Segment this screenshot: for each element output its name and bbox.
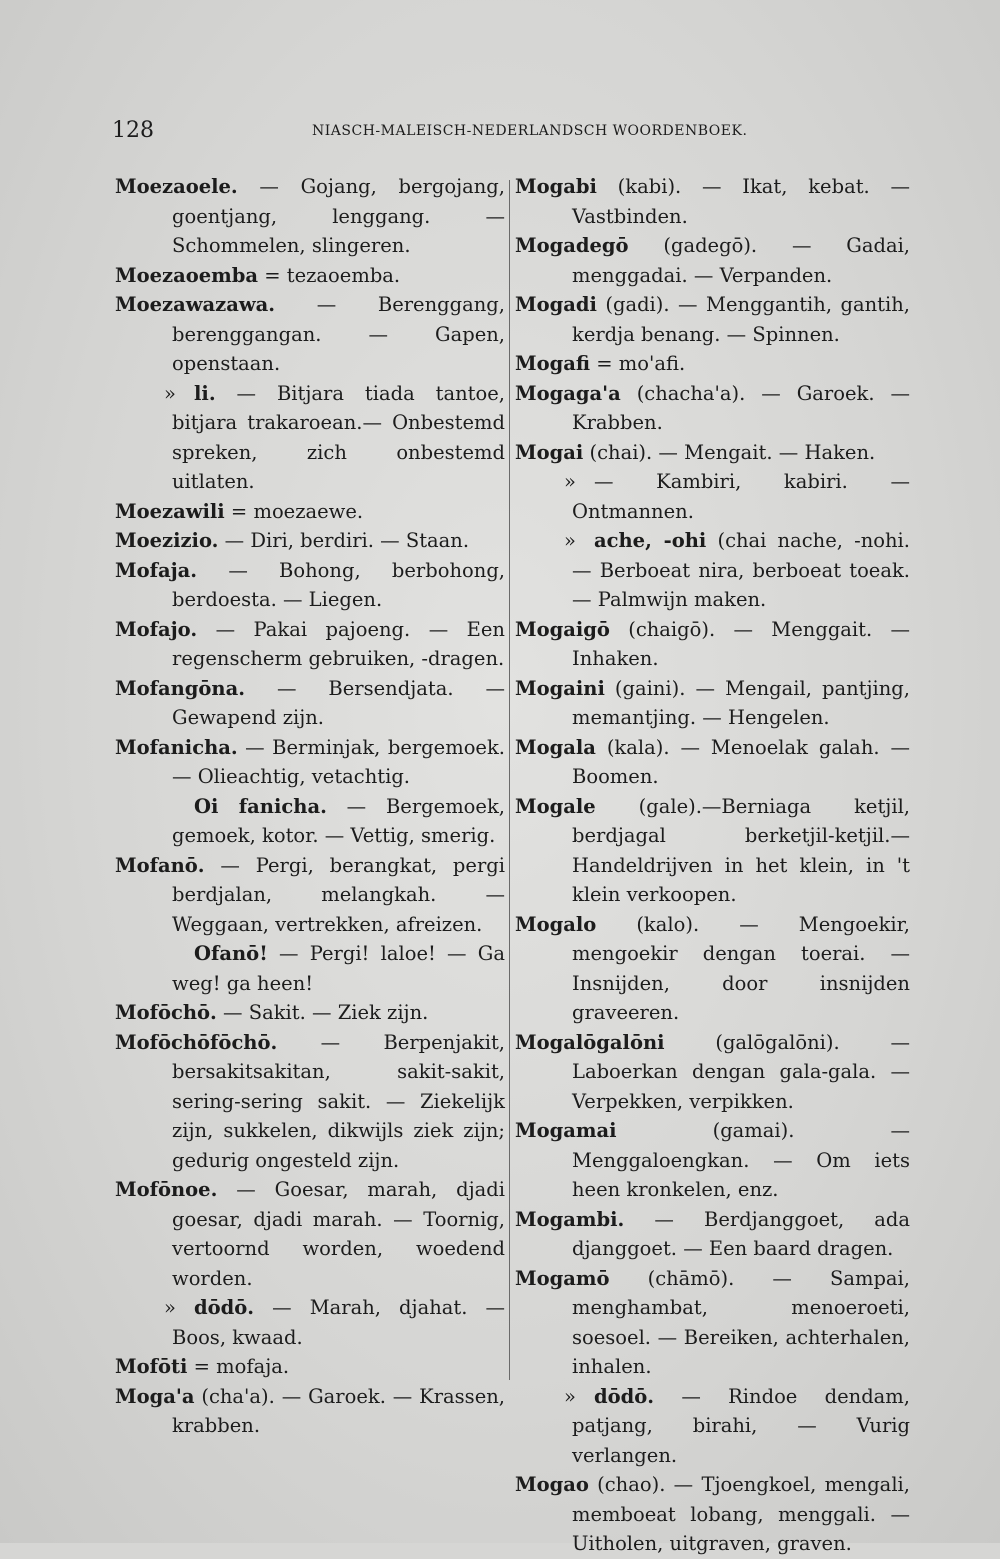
headword: Oi fanicha. bbox=[194, 794, 327, 818]
headword: Mogalōgalōni bbox=[515, 1030, 665, 1054]
headword: Mogaini bbox=[515, 676, 605, 700]
definition: — Pergi, berangkat, pergi berdjalan, melangkah. — Weggaan, vertrekken, afreizen. bbox=[172, 853, 505, 936]
dictionary-entry bbox=[115, 172, 505, 261]
dictionary-entry bbox=[515, 1116, 910, 1205]
headword: Mogalo bbox=[515, 912, 597, 936]
definition: (chai). — Mengait. — Haken. bbox=[583, 440, 876, 464]
dictionary-entry bbox=[515, 349, 910, 379]
definition: (chāmō). — Sampai, menghambat, menoeroeti, soesoel. — Bereiken, achterhalen, inhalen. bbox=[572, 1266, 910, 1378]
definition: — Pakai pajoeng. — Een regenscherm gebruiken, -dragen. bbox=[172, 617, 505, 670]
ditto-mark: » bbox=[164, 1296, 176, 1319]
definition: — Goesar, marah, djadi goesar, djadi marah. — Toornig, vertoornd worden, woedend worden. bbox=[172, 1178, 505, 1290]
headword: Mofanō. bbox=[115, 853, 205, 877]
dictionary-entry bbox=[115, 290, 505, 379]
definition: (galōgalōni). — Laboerkan dengan gala-gala. — Verpekken, verpikken. bbox=[572, 1030, 910, 1113]
definition: (chao). — Tjoengkoel, mengali, memboeat lobang, menggali. — Uitholen, uitgraven, graven. bbox=[572, 1473, 910, 1555]
dictionary-entry bbox=[515, 1470, 910, 1559]
headword: Mogabi bbox=[515, 175, 597, 198]
headword: Moezaoele. bbox=[115, 175, 238, 198]
definition: (chacha'a). — Garoek. — Krabben. bbox=[572, 381, 910, 434]
ditto-mark: » bbox=[564, 470, 576, 493]
dictionary-entry bbox=[115, 674, 505, 733]
definition: — Gojang, bergojang, goentjang, lenggang. — Schommelen, slingeren. bbox=[172, 175, 505, 257]
dictionary-entry bbox=[515, 1205, 910, 1264]
definition: — Berpenjakit, bersakitsakitan, sakit-sakit, sering-sering sakit. — Ziekelijk zijn, sukkelen, dikwijls ziek zijn; gedurig ongesteld zijn. bbox=[172, 1030, 505, 1172]
headword: Mogai bbox=[515, 440, 584, 464]
headword: Moezizio. bbox=[115, 529, 219, 552]
headword: Ofanō! bbox=[194, 942, 268, 965]
definition: — Pergi! laloe! — Ga weg! ga heen! bbox=[172, 942, 505, 995]
dictionary-entry bbox=[515, 172, 910, 231]
definition: — Rindoe dendam, patjang, birahi, — Vurig verlangen. bbox=[572, 1384, 910, 1467]
definition: — Bitjara tiada tantoe, bitjara trakaroean.— Onbestemd spreken, zich onbestemd uitlaten. bbox=[172, 381, 505, 493]
headword: li. bbox=[194, 381, 216, 405]
ditto-mark: » bbox=[564, 1384, 576, 1408]
headword: Mogaga'a bbox=[515, 381, 621, 405]
definition: (chaigō). — Menggait. — Inhaken. bbox=[572, 617, 910, 670]
dictionary-entry bbox=[115, 998, 505, 1028]
dictionary-entry bbox=[115, 526, 505, 556]
definition: (gale).—Berniaga ketjil, berdjagal berketjil-ketjil.—Handeldrijven in het klein, in 't klein verkoopen. bbox=[572, 794, 910, 906]
dictionary-entry bbox=[515, 231, 910, 290]
definition: — Bersendjata. — Gewapend zijn. bbox=[172, 676, 505, 729]
definition: (chai nache, -nohi. — Berboeat nira, berboeat toeak. — Palmwijn maken. bbox=[572, 529, 910, 611]
headword: Mogale bbox=[515, 794, 596, 818]
dictionary-entry bbox=[515, 290, 910, 349]
headword: Mofōti bbox=[115, 1355, 188, 1378]
headword: Mofanicha. bbox=[115, 735, 238, 759]
ditto-mark: » bbox=[564, 529, 576, 552]
ditto-mark: » bbox=[164, 381, 176, 405]
dictionary-entry bbox=[115, 851, 505, 940]
definition: = mofaja. bbox=[187, 1355, 290, 1378]
definition: = moezaewe. bbox=[224, 499, 364, 523]
headword: Mofajo. bbox=[115, 617, 198, 641]
headword: dōdō. bbox=[594, 1384, 655, 1408]
headword: Moezaoemba bbox=[115, 263, 259, 287]
dictionary-entry bbox=[115, 1028, 505, 1176]
dictionary-entry bbox=[115, 733, 505, 792]
definition: — Bergemoek, gemoek, kotor. — Vettig, smerig. bbox=[172, 794, 505, 847]
headword: Mofōnoe. bbox=[115, 1178, 218, 1201]
headword: Moezawili bbox=[115, 499, 225, 523]
dictionary-entry bbox=[515, 674, 910, 733]
running-title: NIASCH-MALEISCH-NEDERLANDSCH WOORDENBOEK. bbox=[312, 123, 748, 139]
page-header bbox=[112, 118, 912, 148]
definition: — Kambiri, kabiri. — Ontmannen. bbox=[572, 470, 910, 523]
dictionary-entry bbox=[115, 261, 505, 291]
right-column bbox=[515, 172, 910, 1559]
headword: Moezawazawa. bbox=[115, 293, 276, 316]
column-divider bbox=[509, 180, 510, 1380]
dictionary-entry bbox=[115, 497, 505, 527]
headword: Mofōchōfōchō. bbox=[115, 1030, 278, 1054]
headword: Mogadi bbox=[515, 293, 597, 316]
definition: — Diri, berdiri. — Staan. bbox=[218, 529, 470, 552]
definition: (gaini). — Mengail, pantjing, memantjing. — Hengelen. bbox=[572, 676, 910, 729]
dictionary-entry bbox=[515, 1264, 910, 1382]
definition: — Berenggang, berenggangan. — Gapen, openstaan. bbox=[172, 293, 505, 375]
dictionary-subentry bbox=[515, 1382, 910, 1471]
headword: dōdō. bbox=[194, 1296, 255, 1319]
definition: — Sakit. — Ziek zijn. bbox=[216, 1001, 429, 1024]
dictionary-entry bbox=[515, 615, 910, 674]
dictionary-entry bbox=[515, 733, 910, 792]
definition: (kabi). — Ikat, kebat. — Vastbinden. bbox=[572, 175, 910, 228]
dictionary-subentry bbox=[515, 526, 910, 615]
headword: ache, -ohi bbox=[594, 529, 707, 552]
dictionary-subentry bbox=[515, 467, 910, 526]
page-number: 128 bbox=[112, 118, 154, 143]
left-column bbox=[115, 172, 505, 1441]
dictionary-entry bbox=[515, 910, 910, 1028]
headword: Mogamō bbox=[515, 1266, 610, 1290]
headword: Mogamai bbox=[515, 1119, 617, 1142]
definition: = tezaoemba. bbox=[258, 263, 401, 287]
headword: Mofangōna. bbox=[115, 676, 246, 700]
dictionary-subentry bbox=[115, 792, 505, 851]
definition: (kalo). — Mengoekir, mengoekir dengan toerai. — Insnijden, door insnijden graveeren. bbox=[572, 912, 910, 1024]
definition: — Berminjak, bergemoek. — Olieachtig, vetachtig. bbox=[172, 735, 505, 788]
headword: Mofaja. bbox=[115, 558, 198, 582]
definition: — Berdjanggoet, ada djanggoet. — Een baard dragen. bbox=[572, 1207, 910, 1260]
headword: Moga'a bbox=[115, 1384, 195, 1408]
dictionary-entry bbox=[515, 1028, 910, 1117]
dictionary-entry bbox=[115, 1175, 505, 1293]
dictionary-entry bbox=[115, 1382, 505, 1441]
dictionary-subentry bbox=[115, 939, 505, 998]
headword: Mogambi. bbox=[515, 1207, 625, 1231]
dictionary-subentry bbox=[115, 1293, 505, 1352]
dictionary-subentry bbox=[115, 379, 505, 497]
definition: = mo'afi. bbox=[590, 352, 686, 375]
definition: (gadegō). — Gadai, menggadai. — Verpanden. bbox=[572, 234, 910, 287]
definition: (cha'a). — Garoek. — Krassen, krabben. bbox=[172, 1384, 505, 1437]
dictionary-entry bbox=[515, 792, 910, 910]
headword: Mogala bbox=[515, 735, 596, 759]
dictionary-entry bbox=[115, 556, 505, 615]
headword: Mogao bbox=[515, 1473, 589, 1496]
dictionary-entry bbox=[515, 438, 910, 468]
definition: (kala). — Menoelak galah. — Boomen. bbox=[572, 735, 910, 788]
definition: — Bohong, berbohong, berdoesta. — Liegen. bbox=[172, 558, 505, 611]
headword: Mogaigō bbox=[515, 617, 610, 641]
definition: (gadi). — Menggantih, gantih, kerdja benang. — Spinnen. bbox=[572, 293, 910, 346]
dictionary-entry bbox=[115, 1352, 505, 1382]
definition: (gamai). — Menggaloengkan. — Om iets heen kronkelen, enz. bbox=[572, 1119, 910, 1201]
headword: Mogafi bbox=[515, 352, 591, 375]
definition: — Marah, djahat. — Boos, kwaad. bbox=[172, 1296, 505, 1349]
dictionary-entry bbox=[515, 379, 910, 438]
headword: Mofōchō. bbox=[115, 1001, 217, 1024]
headword: Mogadegō bbox=[515, 234, 629, 257]
dictionary-entry bbox=[115, 615, 505, 674]
